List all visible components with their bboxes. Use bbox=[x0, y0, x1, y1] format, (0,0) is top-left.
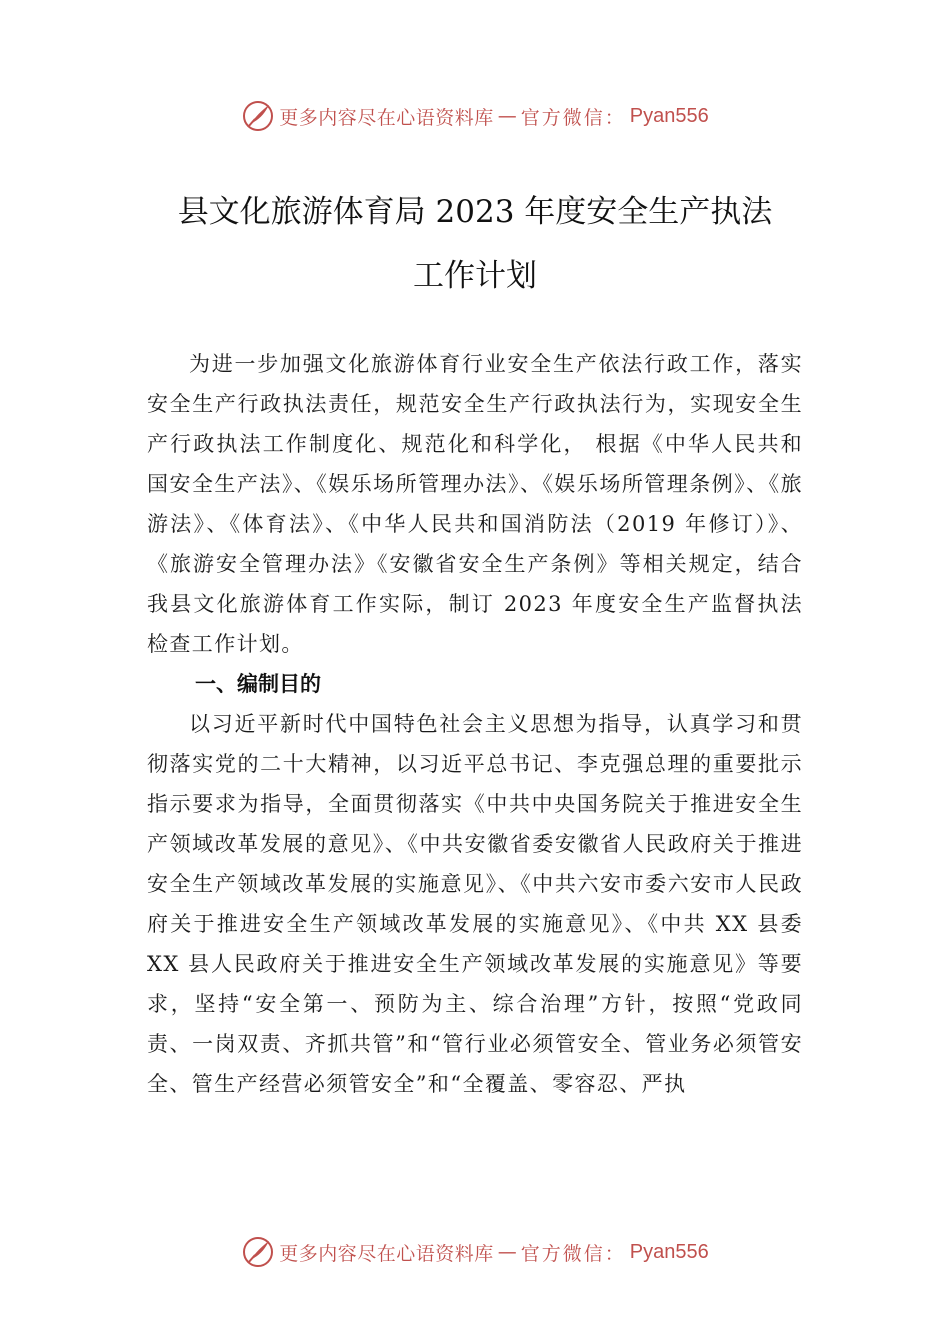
document-body bbox=[147, 344, 803, 1104]
watermark-wechat-label: 官方微信： bbox=[520, 106, 626, 129]
section-1-heading: 一、编制目的 bbox=[195, 672, 321, 696]
footer-watermark bbox=[0, 1230, 950, 1274]
watermark-wechat-label: 官方微信： bbox=[520, 1242, 626, 1265]
watermark-wechat-id: Pyan556 bbox=[629, 104, 709, 127]
document-title-line-1: 县文化旅游体育局 2023 年度安全生产执法 bbox=[177, 194, 773, 230]
watermark-separator: — bbox=[497, 105, 517, 127]
feather-quill-logo-icon bbox=[241, 99, 275, 133]
header-watermark bbox=[0, 94, 950, 138]
watermark-wechat-id: Pyan556 bbox=[629, 1240, 709, 1263]
watermark-separator: — bbox=[497, 1241, 517, 1263]
section-1-paragraph: 以习近平新时代中国特色社会主义思想为指导，认真学习和贯彻落实党的二十大精神，以习近平总书记、李克强总理的重要批示指示要求为指导，全面贯彻落实《中共中央国务院关于推进安全生产领域改革发展的意见》、《中共安徽省委安徽省人民政府关于推进安全生产领域改革发展的实施意见》、《中共六安市委六安市人民政府关于推进安全生产领域改革发展的实施意见》、《中共 XX 县委 XX 县人民政府关于推进安全生产领域改革发展的实施意见》等要求，坚持“安全第一、预防为主、综合治理”方针，按照“党政同责、一岗双责、齐抓共管”和“管行业必须管安全、管业务必须管安全、管生产经营必须管安全”和“全覆盖、零容忍、严执 bbox=[147, 712, 803, 1096]
watermark-text: 更多内容尽在心语资料库 bbox=[279, 106, 494, 129]
intro-paragraph: 为进一步加强文化旅游体育行业安全生产依法行政工作，落实安全生产行政执法责任，规范安全生产行政执法行为，实现安全生产行政执法工作制度化、规范化和科学化， 根据《中华人民共和国安全生产法》、《娱乐场所管理办法》、《娱乐场所管理条例》、《旅游法》、《体育法》、《中华人民共和国消防法（2019 年修订）》、《旅游安全管理办法》《安徽省安全生产条例》等相关规定，结合我县文化旅游体育工作实际，制订 2023 年度安全生产监督执法检查工作计划。 bbox=[147, 352, 803, 656]
watermark-text: 更多内容尽在心语资料库 bbox=[279, 1242, 494, 1265]
document-title-line-2: 工作计划 bbox=[413, 258, 537, 294]
feather-quill-logo-icon bbox=[241, 1235, 275, 1269]
